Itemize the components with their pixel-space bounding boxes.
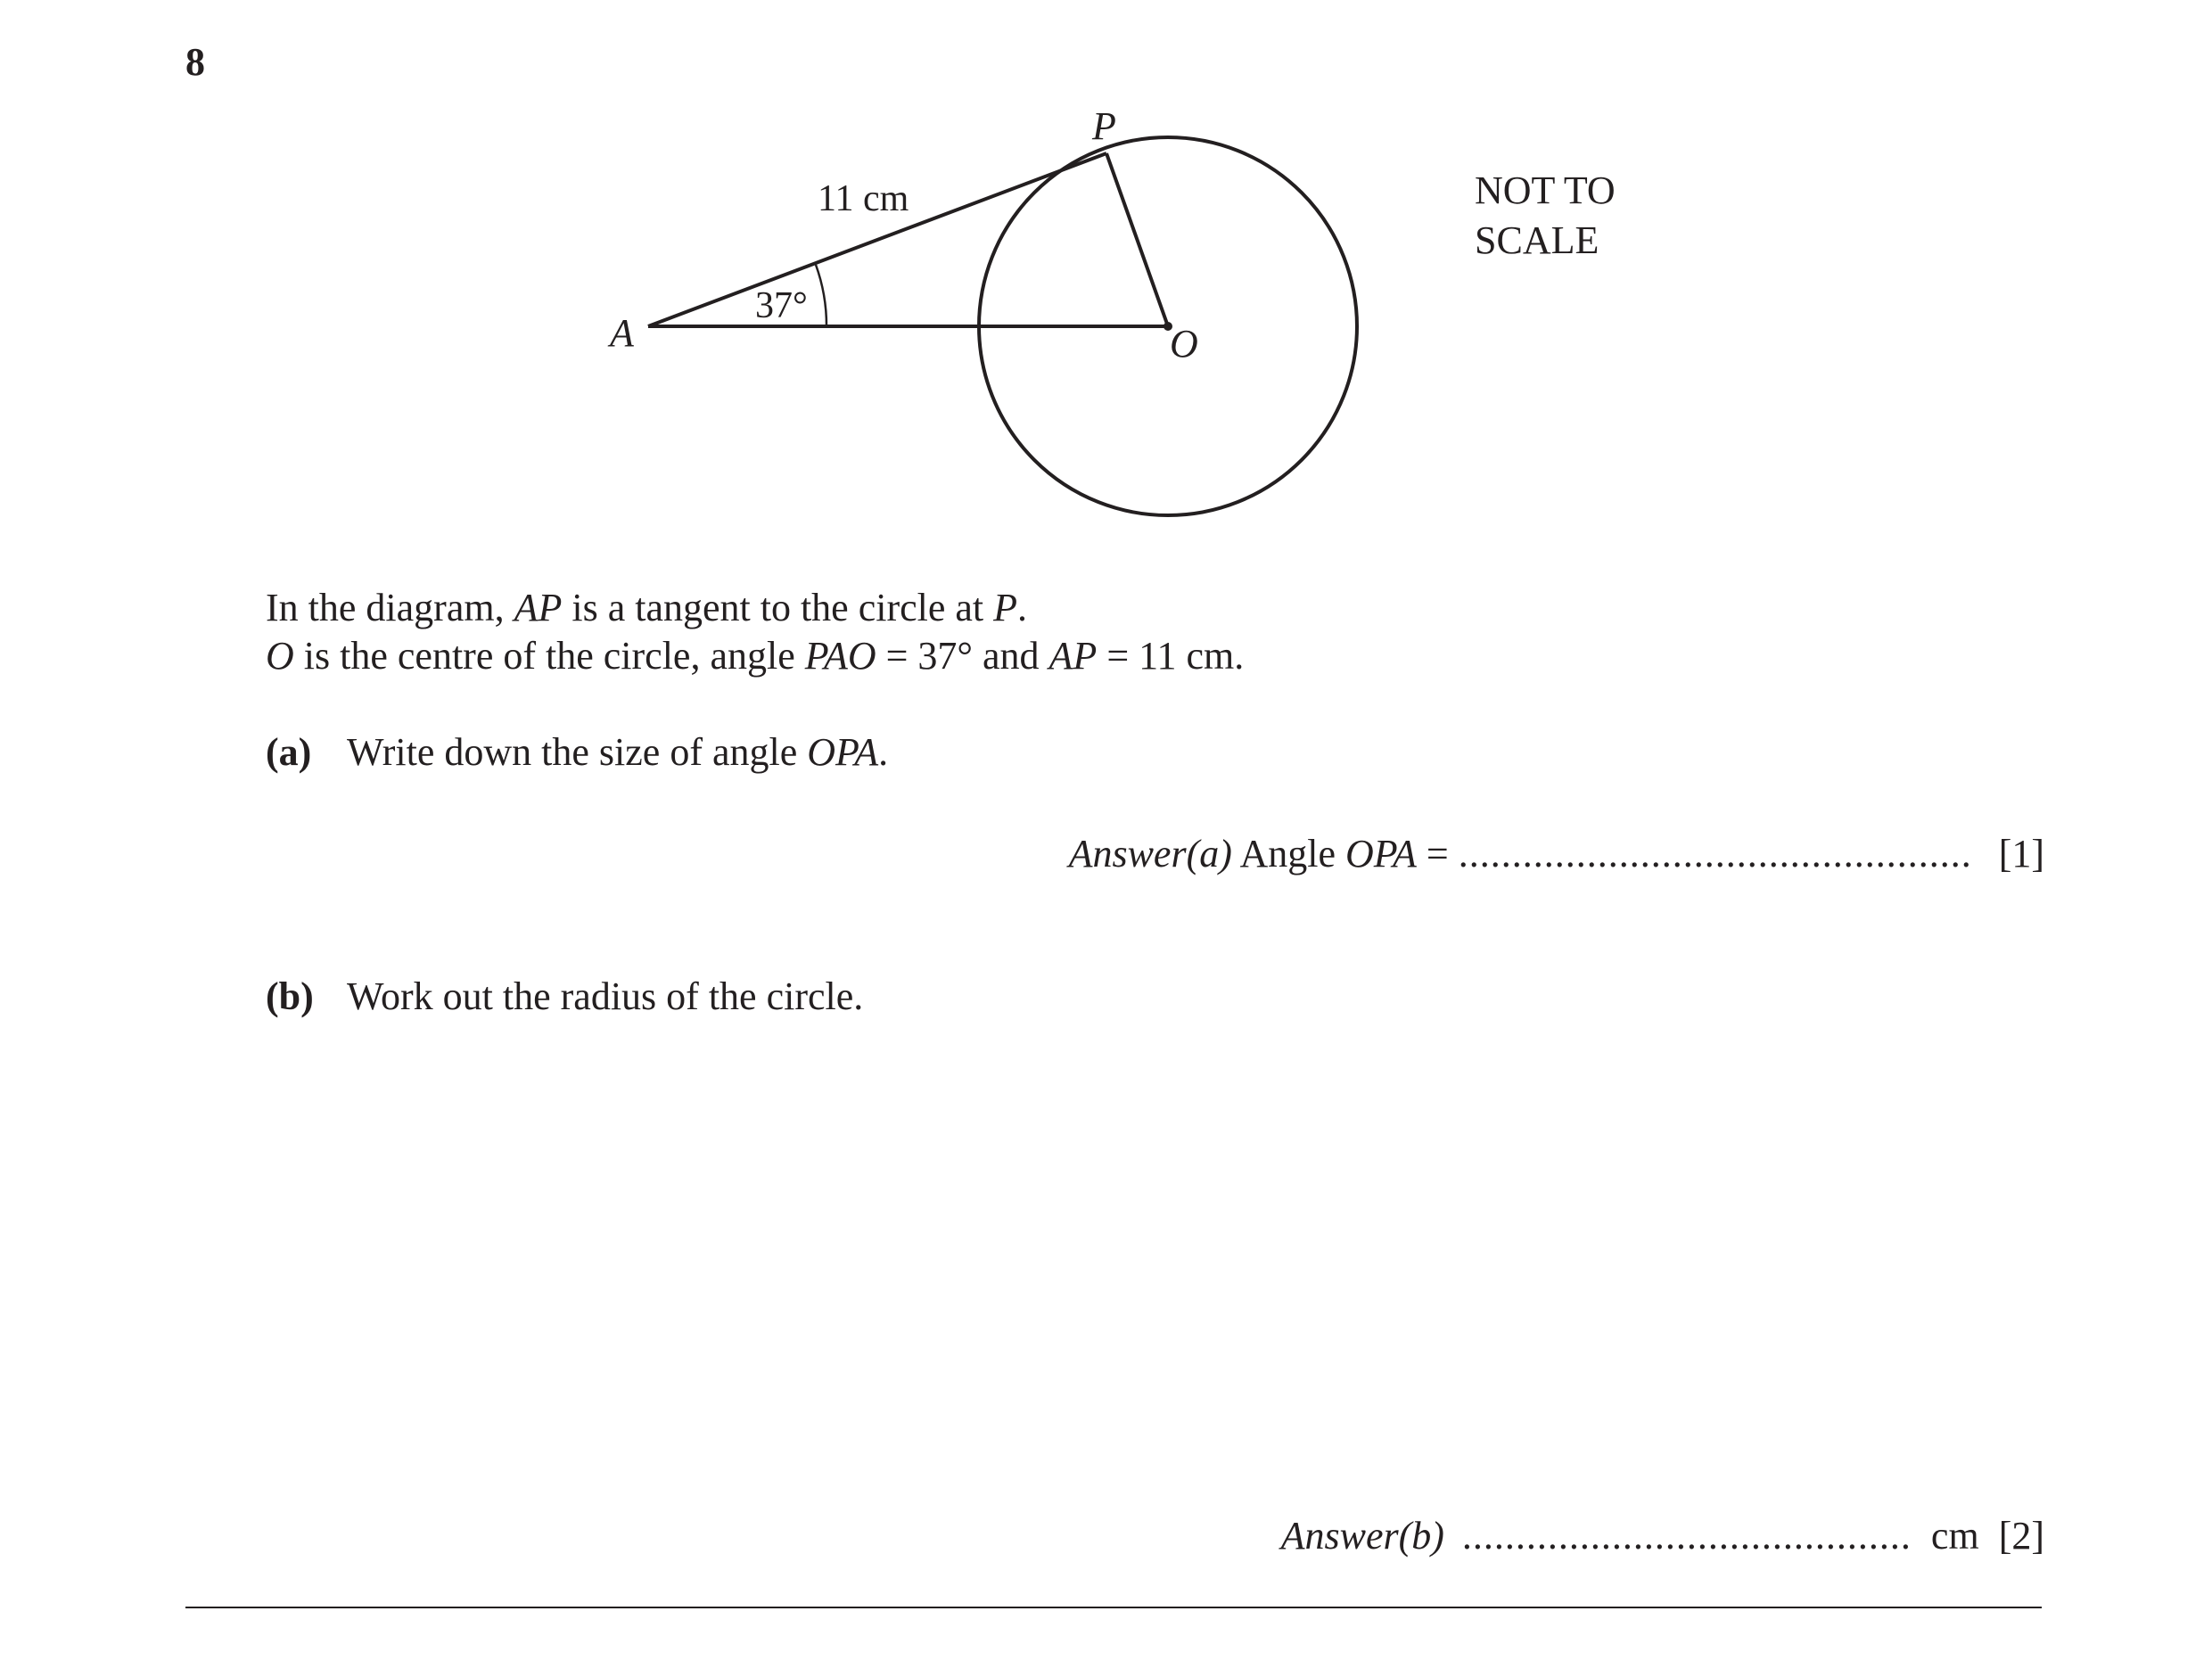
stem-text: In the diagram, (266, 586, 514, 629)
part-b-label: (b) (266, 974, 314, 1018)
stem-line-2 (266, 633, 1244, 678)
answer-b-field[interactable]: .......................................... (1461, 1514, 1912, 1558)
answer-a-line (1069, 831, 2044, 876)
stem-pao: PAO (804, 634, 876, 678)
stem-text: = 11 cm. (1097, 634, 1245, 678)
question-number: 8 (185, 40, 205, 84)
part-a-question (347, 729, 888, 775)
answer-b-line (1281, 1513, 2044, 1558)
angle-label: 37° (755, 285, 808, 326)
stem-o: O (266, 634, 294, 678)
point-p-label: P (1092, 104, 1116, 148)
length-label: 11 cm (818, 178, 909, 219)
answer-a-equals: = (1416, 832, 1459, 875)
page-divider (185, 1607, 2042, 1608)
part-a-label: (a) (266, 730, 312, 774)
marks-b: [2] (1998, 1514, 2044, 1558)
answer-b-prefix: Answer(b) (1280, 1514, 1444, 1558)
answer-a-angle: OPA (1345, 832, 1417, 875)
radius-op (1106, 153, 1168, 326)
angle-arc (816, 265, 826, 326)
stem-ap: AP (1048, 634, 1098, 678)
part-a-text: . (878, 730, 889, 774)
point-o-label: O (1170, 322, 1198, 366)
not-to-scale-note (1475, 166, 1616, 266)
stem-text: is a tangent to the circle at (562, 586, 994, 629)
stem-p: P (993, 586, 1018, 629)
stem-ap: AP (514, 586, 563, 629)
part-a-angle: OPA (807, 730, 879, 774)
part-b-question: Work out the radius of the circle. (347, 974, 864, 1018)
stem-text: is the centre of the circle, angle (293, 634, 805, 678)
not-to-scale-line2: SCALE (1475, 218, 1599, 262)
answer-a-text: Angle (1231, 832, 1345, 875)
answer-a-prefix: Answer(a) (1068, 832, 1232, 875)
not-to-scale-line1: NOT TO (1475, 169, 1616, 212)
stem-text: . (1017, 586, 1028, 629)
stem-line-1 (266, 585, 1027, 630)
part-a-text: Write down the size of angle (347, 730, 808, 774)
stem-text: = 37° and (876, 634, 1049, 678)
answer-b-unit: cm (1930, 1514, 1979, 1558)
answer-a-field[interactable]: ................................................ (1458, 832, 1972, 875)
marks-a: [1] (1998, 832, 2044, 875)
point-a-label: A (610, 311, 634, 355)
